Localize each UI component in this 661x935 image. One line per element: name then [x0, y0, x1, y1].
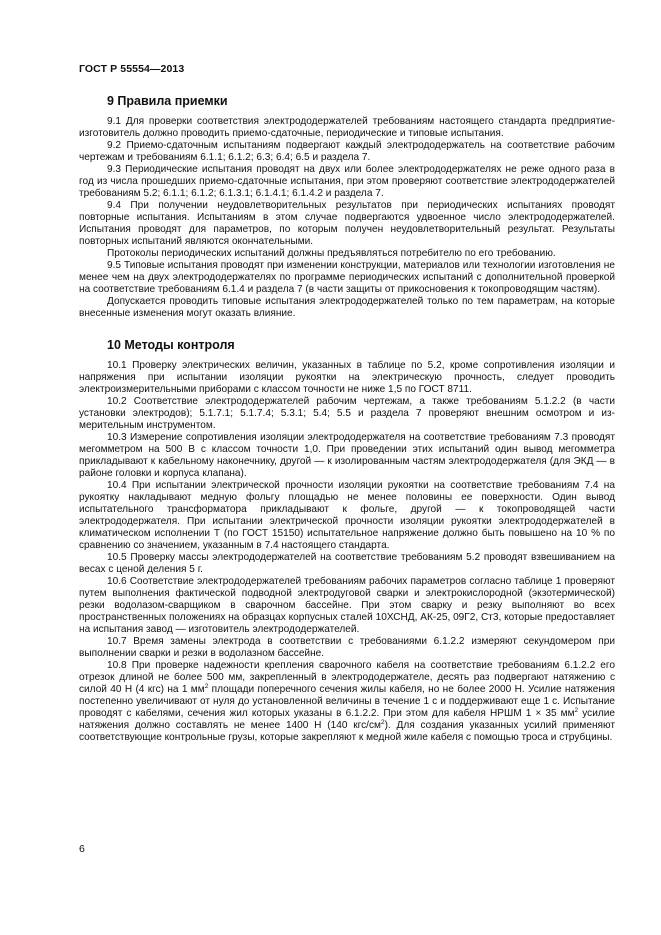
section-9-title: 9 Правила приемки — [107, 94, 228, 108]
paragraph-9-1: 9.1 Для проверки соответствия электрододержателей требованиям настоящего стандарта предприятие-изготовитель должно проводить приемо-сдаточные, периодические и типовые испытания. — [79, 116, 615, 139]
page-number: 6 — [79, 843, 85, 855]
paragraph-9-4-protocols: Протоколы периодических испытаний должны предъявляться потребителю по его требованию. — [107, 248, 556, 259]
section-10-title: 10 Методы контроля — [107, 338, 235, 352]
superscript-2: 2 — [380, 719, 385, 726]
paragraph-10-3: 10.3 Измерение сопротивления изоляции электрододержателя на соответствие требованиям 7.3 проводят мегомметром на 500 В с классом точности 1,0. При проведении этих испытаний один вывод мегомметра прикладывают к кабельному наконечнику, другой — к изолированным частям электрододержателя (для ЭКД — в районе головки и корпуса клапана). — [79, 432, 615, 479]
section-10 — [79, 338, 615, 744]
paragraph-10-8-part-b: площади поперечного сечения жилы кабеля, но не более 2000 Н. Усилие натяжения постепенно увеличивают от нуля до установленной величины в течение 1 с и поддерживают еще 1 с. Испытание проводят с кабелями, сечения жил которых указаны в 6.1.2.2. При этом для кабеля НРШМ 1 × 35 мм — [79, 684, 616, 719]
paragraph-9-3: 9.3 Периодические испытания проводят на двух или более электрододержателях не реже одного раза в год из числа прошедших приемо-сдаточные испытания, при этом проверяют соответствие электрододержателей требованиям 5.2; 6.1.1; 6.1.2; 6.1.3.1; 6.1.4.1; 6.1.4.2 и раздела 7. — [79, 164, 615, 199]
paragraph-10-1: 10.1 Проверку электрических величин, указанных в таблице по 5.2, кроме сопротивления изоляции и напряжения при испытании изоляции рукоятки на электрическую прочность, следует проводить электроизмерительными приборами с классом точности не ниже 1,5 по ГОСТ 8711. — [79, 360, 615, 395]
paragraph-10-8-part-d: ). Для создания указанных усилий применяют соответствующие контрольные грузы, которые закрепляют к медной жиле кабеля с помощью троса и струбцины. — [79, 720, 615, 743]
superscript-2: 2 — [204, 683, 209, 690]
superscript-2: 2 — [574, 707, 579, 714]
paragraph-10-2: 10.2 Соответствие электрододержателей рабочим чертежам, а также требованиям 5.1.2.2 (в части установки электродов); 5.1.7.1; 5.1.7.4; 5.3.1; 5.4; 5.5 и раздела 7 проверяют внешним осмотром и измерительным инструментом. — [79, 396, 615, 431]
paragraph-10-8-part-c: усилие натяжения должно составлять не менее 1400 Н (140 кгс/см — [79, 708, 615, 731]
paragraph-10-8-part-a: 10.8 При проверке надежности крепления сварочного кабеля на соответствие требованиям 6.1.2.2 его отрезок длиной не более 500 мм, закрепленный в электрододержателе, десять раз подвергают натяжению с силой 40 Н (4 кгс) на 1 мм — [79, 660, 615, 695]
paragraph-9-5-typical: Допускается проводить типовые испытания электрододержателей только по тем параметрам, на которые внесенные изменения могут оказать влияние. — [79, 296, 615, 319]
paragraph-9-5: 9.5 Типовые испытания проводят при изменении конструкции, материалов или технологии изготовления не менее чем на двух электрододержателях по программе периодических испытаний с дополнительной проверкой на соответствие требованиям 6.1.4 и раздела 7 (в части защиты от прикосновения к токопроводящим частям). — [79, 260, 615, 295]
document-header: ГОСТ Р 55554—2013 — [79, 63, 185, 75]
paragraph-10-7: 10.7 Время замены электрода в соответствии с требованиями 6.1.2.2 измеряют секундомером при выполнении сварки и резки в водолазном бассейне. — [79, 636, 615, 659]
section-9 — [79, 94, 615, 320]
paragraph-10-5: 10.5 Проверку массы электрододержателей на соответствие требованиям 5.2 проводят взвешиванием на весах с ценой деления 5 г. — [79, 552, 615, 575]
paragraph-10-6: 10.6 Соответствие электрододержателей требованиям рабочих параметров согласно таблице 1 проверяют путем выполнения фактической подводной электродуговой сварки и электрокислородной (экзотермической) резки водолазом-сварщиком в сварочном бассейне. При этом сварку и резку выполняют во всех пространственных положениях на образцах корпусных сталей 10ХСНД, АК-25, 09Г2, Ст3, которые предоставляет на испытания завод — изготовитель электрододержателей. — [79, 576, 615, 635]
paragraph-10-4: 10.4 При испытании электрической прочности изоляции рукоятки на соответствие требованиям 7.4 на рукоятку накладывают медную фольгу площадью не менее половины ее поверхности. Один вывод испытательного трансформатора прикладывают к фольге, другой — к токопроводящей части электрододержателя. При испытании электрической прочности изоляции рукоятки электрододержателей в климатическом исполнении Т (по ГОСТ 15150) испытательное напряжение должно быть повышено на 10 % по сравнению со значением, указанным в 7.4 настоящего стандарта. — [79, 480, 615, 551]
paragraph-10-8 — [79, 660, 615, 744]
paragraph-9-2: 9.2 Приемо-сдаточным испытаниям подвергают каждый электрододержатель на соответствие рабочим чертежам и требованиям 6.1.1; 6.1.2; 6.3; 6.4; 6.5 и раздела 7. — [79, 140, 615, 163]
paragraph-9-4: 9.4 При получении неудовлетворительных результатов при периодических испытаниях проводят повторные испытания. Испытаниям в этом случае подвергаются удвоенное число электрододержателей. Испытания проводят для параметров, по которым получен неудовлетворительный результат. Результаты повторных испытаний являются окончательными. — [79, 200, 615, 247]
page-content — [79, 94, 615, 744]
